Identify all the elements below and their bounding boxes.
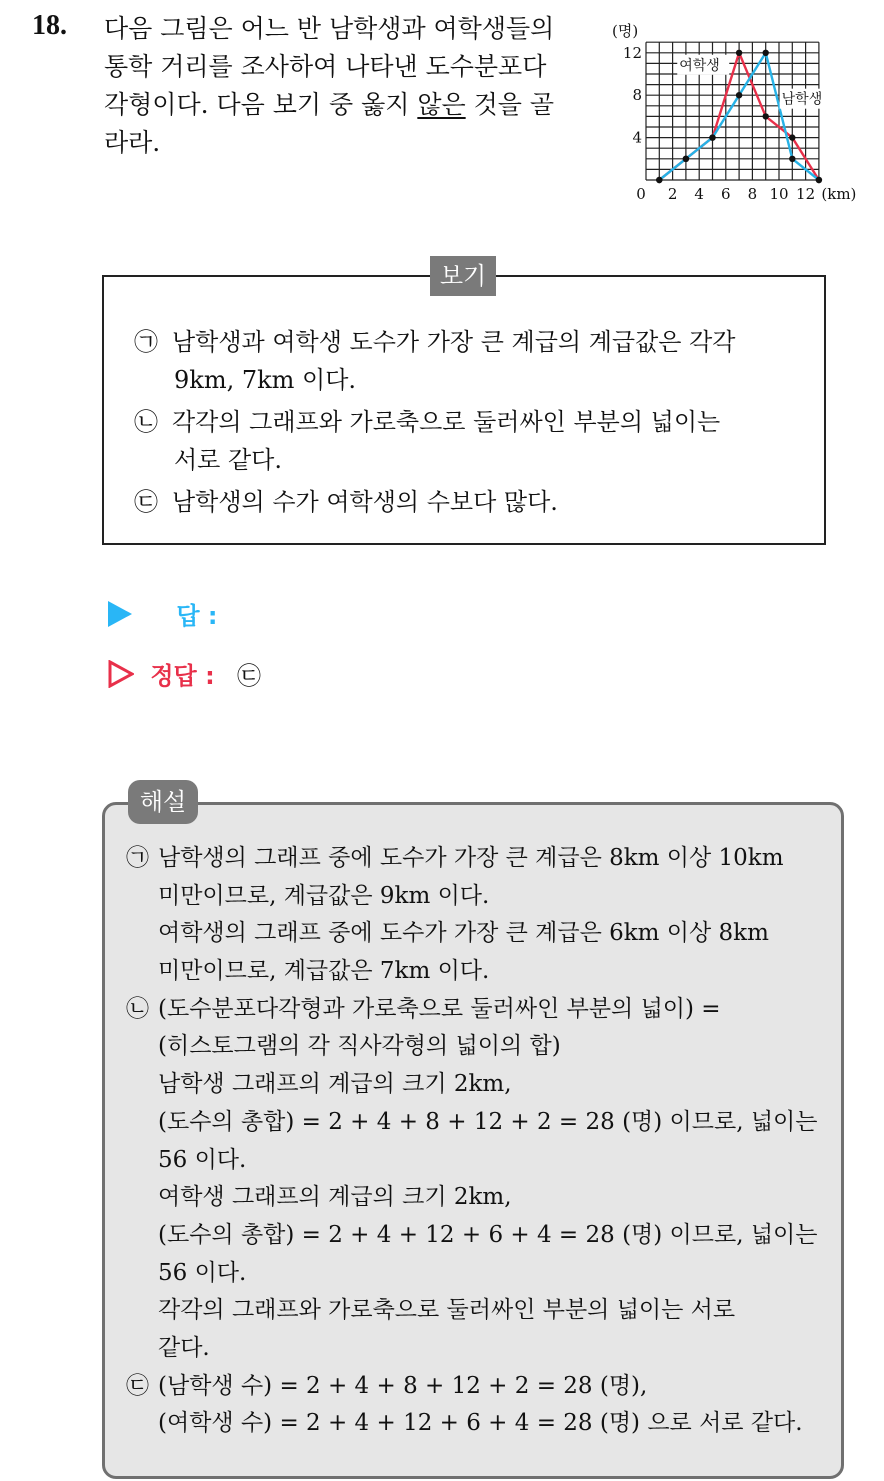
explanation-text: (남학생 수) = 2 + 4 + 8 + 12 + 2 = 28 (명), [158,1372,648,1399]
girls-data-point [789,134,795,140]
question-text [104,10,584,162]
x-axis-label: (km) [821,185,857,203]
bogi-item-2 [134,403,721,474]
explanation-line: (도수의 총합) = 2 + 4 + 8 + 12 + 2 = 28 (명) 이므로, 넓이는 [158,1108,818,1135]
bogi-item-2-line1: 각각의 그래프와 가로축으로 둘러싸인 부분의 넓이는 [172,408,721,436]
explanation-line: 미만이므로, 계급값은 9km 이다. [158,882,490,909]
explanation-line: (히스토그램의 각 직사각형의 넓이의 합) [158,1033,561,1060]
bogi-box [102,275,826,545]
marker-giyeok: ㉠ [134,328,158,356]
question-line-1: 다음 그림은 어느 반 남학생과 여학생들의 [104,14,555,43]
x-tick-label: 0 [636,185,646,203]
x-tick-label: 6 [721,185,731,203]
answer-label: 답 : [176,602,218,630]
answer-row [108,596,218,631]
girls-series-label: 여학생 [679,57,720,74]
correct-answer-label: 정답 : [150,662,215,690]
y-tick-label: 8 [632,86,642,105]
boys-data-point [816,177,822,183]
boys-data-point [763,50,769,56]
x-tick-label: 2 [667,185,678,203]
explanation-line: (도수의 총합) = 2 + 4 + 12 + 6 + 4 = 28 (명) 이므로, 넓이는 [158,1221,818,1248]
boys-data-point [789,156,795,162]
bogi-title: 보기 [430,256,496,296]
question-line-3 [104,86,584,124]
correct-answer-row [108,656,261,691]
bogi-item-3-line1: 남학생의 수가 여학생의 수보다 많다. [172,488,558,516]
marker-digeut: ㉢ [126,1372,149,1399]
x-tick-label: 4 [694,185,704,203]
boys-series-label: 남학생 [781,91,823,108]
girls-data-point [763,113,769,119]
girls-data-point [736,50,742,56]
x-tick-label: 8 [747,185,758,203]
bogi-item-1 [134,323,736,394]
y-tick-label: 12 [622,43,642,62]
explanation-line [126,1368,836,1406]
explanation-line: 56 이다. [158,1259,247,1286]
boys-data-point [736,92,742,98]
correct-answer-value: ㉢ [237,662,262,690]
question-line-4: 라라. [104,128,161,157]
bogi-item-1-line1: 남학생과 여학생 도수가 가장 큰 계급의 계급값은 각각 [172,328,736,356]
y-axis-label: (명) [612,22,639,40]
marker-digeut: ㉢ [134,488,158,516]
explanation-line: 56 이다. [158,1146,247,1173]
bogi-item-1-line2: 9km, 7km 이다. [174,366,357,394]
boys-data-point [709,134,715,140]
bogi-item-2-line2: 서로 같다. [174,446,282,474]
explanation-text: 남학생의 그래프 중에 도수가 가장 큰 계급은 8km 이상 10km [158,845,784,871]
frequency-polygon-chart [608,20,864,210]
explanation-line: (여학생 수) = 2 + 4 + 12 + 6 + 4 = 28 (명) 으로 서로 같다. [158,1410,803,1437]
explanation-text: (도수분포다각형과 가로축으로 둘러싸인 부분의 넓이) = [158,995,721,1022]
x-tick-label: 12 [796,185,816,203]
marker-nieun: ㉡ [126,995,149,1022]
explanation-line: 같다. [158,1334,210,1361]
outline-triangle-icon [108,660,134,688]
y-tick-label: 4 [632,128,642,147]
question-line-3-tail: 것을 골 [465,90,555,119]
underlined-word: 않은 [417,90,466,119]
explanation-line: 여학생 그래프의 계급의 크기 2km, [158,1184,512,1211]
x-tick-label: 10 [769,185,789,203]
question-line-2: 통학 거리를 조사하여 나타낸 도수분포다 [104,52,547,81]
question-number: 18. [32,10,67,41]
explanation-line: 남학생 그래프의 계급의 크기 2km, [158,1071,512,1098]
explanation-title: 해설 [128,780,198,824]
explanation-line: 각각의 그래프와 가로축으로 둘러싸인 부분의 넓이는 서로 [158,1297,736,1324]
marker-nieun: ㉡ [134,408,158,436]
explanation-line: 미만이므로, 계급값은 7km 이다. [158,958,490,985]
marker-giyeok: ㉠ [126,845,149,871]
question-line-3-text: 각형이다. 다음 보기 중 옳지 [104,90,418,119]
boys-data-point [656,177,662,183]
explanation-line [126,840,836,878]
explanation-line: 여학생의 그래프 중에 도수가 가장 큰 계급은 6km 이상 8km [158,920,769,947]
play-triangle-icon [108,601,132,627]
boys-data-point [683,156,689,162]
explanation-lines [126,840,836,1443]
explanation-line [126,991,836,1029]
bogi-item-3 [134,483,558,521]
